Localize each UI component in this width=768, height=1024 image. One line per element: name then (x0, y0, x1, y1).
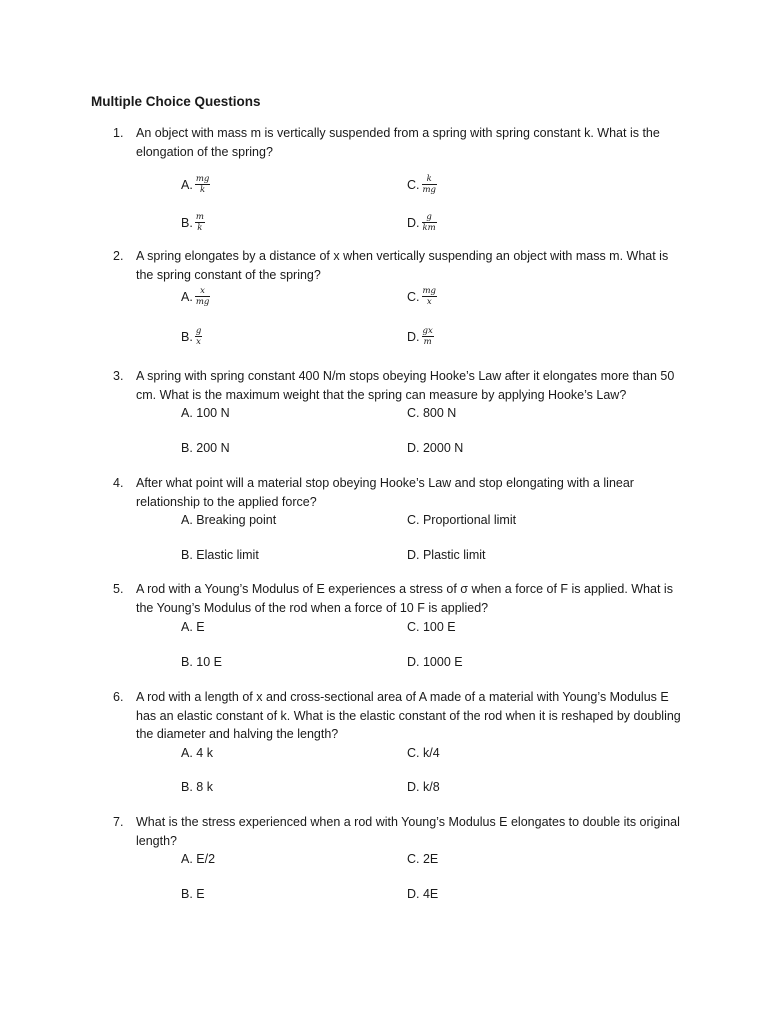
denominator: k (197, 223, 203, 233)
numerator: g (426, 212, 432, 222)
option-letter: C. (407, 177, 420, 192)
option-d: D. 1000 E (407, 655, 463, 669)
option-a: A. E (181, 620, 205, 634)
question-number: 2. (113, 249, 124, 263)
denominator: mg (422, 185, 437, 195)
question-text: After what point will a material stop obeying Hooke’s Law and stop elongating with a linear relationship to the applied force? (136, 476, 634, 509)
option-a: A. Breaking point (181, 513, 277, 527)
denominator: x (426, 297, 432, 307)
option-b (181, 326, 202, 347)
denominator: km (422, 223, 436, 233)
option-letter: D. (407, 329, 420, 344)
fraction (422, 174, 438, 195)
option-b: B. E (181, 887, 205, 901)
question-text: A rod with a Young’s Modulus of E experiences a stress of σ when a force of F is applied. What is the Young’s Modulus of the rod when a force of 10 F is applied? (136, 582, 673, 615)
option-d: D. 2000 N (407, 441, 464, 455)
option-letter: A. (181, 289, 193, 304)
option-b (181, 212, 205, 233)
denominator: x (196, 337, 201, 347)
option-letter: A. (181, 177, 193, 192)
option-d (407, 212, 437, 233)
option-c: C. 800 N (407, 406, 457, 420)
option-c: C. 2E (407, 852, 439, 866)
fraction (195, 212, 205, 233)
option-c (407, 174, 437, 195)
question-number: 7. (113, 815, 124, 829)
option-b: B. Elastic limit (181, 548, 259, 562)
question-text: A spring with spring constant 400 N/m stops obeying Hooke’s Law after it elongates more than 50 cm. What is the maximum weight that the spring can measure by applying Hooke’s Law? (136, 369, 675, 402)
fraction (422, 286, 438, 307)
question-text: What is the stress experienced when a rod with Young’s Modulus E elongates to double its original length? (136, 815, 680, 848)
question-number: 4. (113, 476, 124, 490)
option-d (407, 326, 434, 347)
numerator: m (195, 212, 204, 222)
option-letter: C. (407, 289, 420, 304)
option-letter: B. (181, 215, 193, 230)
option-d: D. Plastic limit (407, 548, 486, 562)
fraction (195, 174, 211, 195)
question-number: 3. (113, 369, 124, 383)
question-text: A spring elongates by a distance of x when vertically suspending an object with mass m. What is the spring constant of the spring? (136, 249, 669, 282)
option-c: C. k/4 (407, 746, 440, 760)
numerator: x (200, 286, 205, 296)
option-c: C. 100 E (407, 620, 456, 634)
option-b: B. 8 k (181, 780, 213, 794)
option-a: A. E/2 (181, 852, 216, 866)
fraction (195, 286, 211, 307)
option-b: B. 10 E (181, 655, 222, 669)
question-number: 6. (113, 690, 124, 704)
numerator: mg (195, 174, 210, 184)
option-b: B. 200 N (181, 441, 230, 455)
option-a (181, 286, 210, 307)
question-number: 1. (113, 126, 124, 140)
question-text: An object with mass m is vertically suspended from a spring with spring constant k. What is the elongation of the spring? (136, 126, 660, 159)
fraction (195, 326, 202, 347)
fraction (422, 326, 434, 347)
option-letter: D. (407, 215, 420, 230)
fraction (422, 212, 437, 233)
option-letter: B. (181, 329, 193, 344)
option-d: D. k/8 (407, 780, 440, 794)
section-title: Multiple Choice Questions (91, 94, 261, 109)
option-d: D. 4E (407, 887, 439, 901)
option-a: A. 100 N (181, 406, 230, 420)
option-c (407, 286, 437, 307)
option-a (181, 174, 210, 195)
denominator: mg (195, 297, 210, 307)
numerator: gx (422, 326, 433, 336)
question-number: 5. (113, 582, 124, 596)
numerator: mg (422, 286, 437, 296)
denominator: m (423, 337, 432, 347)
question-text: A rod with a length of x and cross-sectional area of A made of a material with Young’s Modulus E has an elastic constant of k. What is the elastic constant of the rod when it is reshaped by doubling the diameter and halving the length? (136, 690, 681, 741)
numerator: k (426, 174, 432, 184)
numerator: g (195, 326, 202, 336)
option-c: C. Proportional limit (407, 513, 517, 527)
denominator: k (199, 185, 206, 195)
option-a: A. 4 k (181, 746, 213, 760)
